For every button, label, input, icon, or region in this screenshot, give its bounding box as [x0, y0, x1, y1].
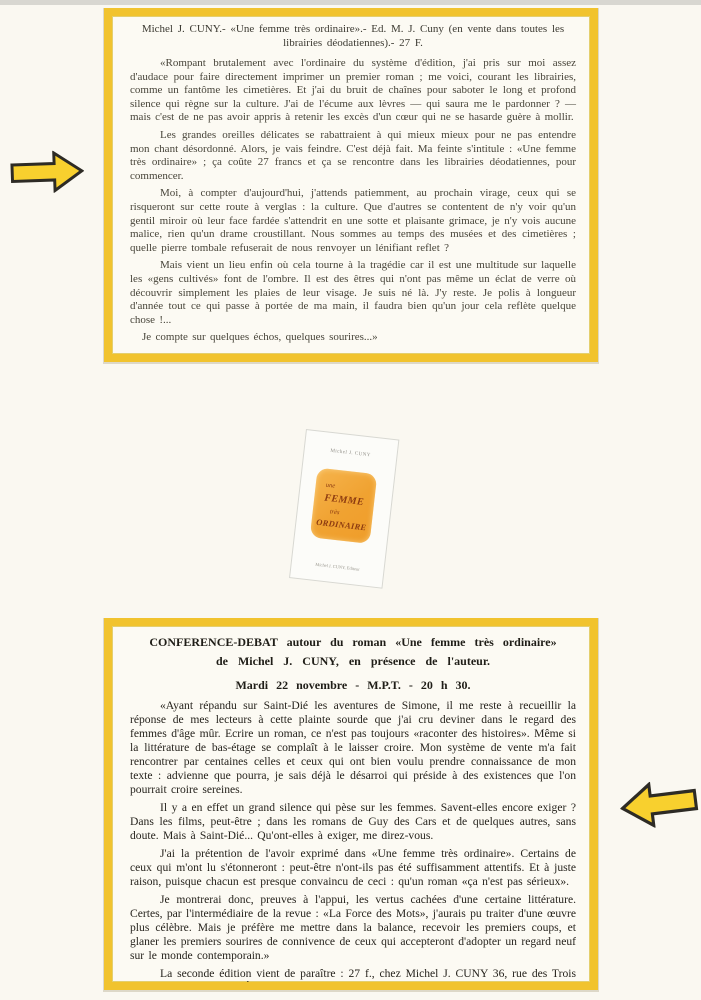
clipping-header: Michel J. CUNY.- «Une femme très ordinaire».- Ed. M. J. Cuny (en vente dans toutes les librairies déodatiennes).- 27 F. [141, 23, 565, 49]
book-cover [289, 429, 399, 589]
book-title-word: ORDINAIRE [315, 516, 368, 533]
book-title-word: très [329, 508, 340, 517]
conference-header-line2: de Michel J. CUNY, en présence de l'auteur. [215, 654, 491, 668]
arrow-right-icon [9, 150, 84, 195]
conference-paragraph: Je montrerai donc, preuves à l'appui, les vertus cachées d'une certaine littérature. Certes, par l'intermédiaire de la revue : «La Force des Mots», j'aurais pu traiter d'une œuvre plus célèbre. Mais je préfère me mettre dans la balance, recevoir les premiers coups, et glaner les premiers sourires de connivence de ceux qui accepteront d'adopter un regard neuf sur le monde contemporain.» [130, 893, 576, 962]
press-clipping-conference [104, 618, 598, 990]
press-clipping-review [104, 8, 598, 362]
review-paragraph: Moi, à compter d'aujourd'hui, j'attends patiemment, au prochain virage, ceux qui se risqueront sur cette route à verglas : la culture. Que d'autres se contentent de n'y voir qu'un gentil miroir où leur face fardée s'attendrit en une sotte et plaisante grimace, je n'y vois aucune malice, rien qu'un drame croustillant. Nous sommes au temps des musées et des cimetières ; quelle pierre tombale refuserait de nous renvoyer un lénifiant reflet ? [130, 187, 576, 254]
review-paragraph: Je compte sur quelques échos, quelques sourires...» [142, 331, 378, 344]
book-cover-title-panel [310, 468, 378, 544]
arrow-left-icon [617, 776, 700, 831]
conference-paragraph: J'ai la prétention de l'avoir exprimé dans «Une femme très ordinaire». Certains de ceux qui m'ont lu s'étonneront : peut-être n'ont-ils pas été suffisamment attentifs. Et à juste raison, puisque chacun est presque convaincu de ceci : qu'un roman «ça n'est pas sérieux». [130, 847, 576, 888]
conference-paragraph: Il y a en effet un grand silence qui pèse sur les femmes. Savent-elles encore exiger ? Dans les films, peut-être ; dans les romans de Guy des Cars et de quelques autres, sans doute. Mais à Saint-Dié... Qu'ont-elles à exiger, me direz-vous. [130, 801, 576, 842]
review-paragraph: Les grandes oreilles délicates se rabattraient à qui mieux mieux pour ne pas entendre mon chant désordonné. Alors, je vais feindre. C'est déjà fait. Ma feinte s'intitule : «Une femme très ordinaire» ; ça coûte 27 francs et ça se rencontre dans les librairies déodatiennes, pour commencer. [130, 128, 576, 182]
conference-schedule: Mardi 22 novembre - M.P.T. - 20 h 30. [235, 678, 471, 692]
book-cover-author: Michel J. CUNY [330, 448, 372, 459]
review-paragraph: «Rompant brutalement avec l'ordinaire du système d'édition, j'ai pris sur moi assez d'audace pour faire directement imprimer un premier roman ; me voici, courant les librairies, comme un fantôme les cimetières. Et j'ai du bruit de chaînes pour saboter le long et profond silence qui règne sur la culture. J'ai de l'écume aux lèvres — qui saura me le pardonner ? — mais c'est de ne pas avoir appris à retenir les excès d'un cœur qui ne se hasarde guère à mollir. [130, 57, 576, 124]
conference-paragraph: «Ayant répandu sur Saint-Dié les aventures de Simone, il me reste à recueillir la réponse de mes lecteurs à cette plainte sourde que j'ai cru deviner dans le regard des femmes d'âge mûr. Ecrire un roman, ce n'est pas toujours «raconter des histoires». Même si la littérature de bas-étage se complaît à le laisser croire. Mon système de vente m'a fait rencontrer par centaines celles et ceux qui ont bien voulu prendre connaissance de mon texte : advienne que pourra, je sais déjà le désarroi qui préside à des existences que l'on pourrait croire sereines. [130, 699, 576, 796]
scan-edge [0, 0, 701, 5]
book-title-word: FEMME [323, 492, 365, 508]
book-cover-publisher: Michel J. CUNY, Editeur [315, 562, 360, 573]
book-title-word: une [325, 481, 336, 490]
conference-header-line1: CONFERENCE-DEBAT autour du roman «Une femme très ordinaire» [149, 635, 557, 649]
review-paragraph: Mais vient un lieu enfin où cela tourne à la tragédie car il est une multitude sur laquelle les «gens cultivés» font de l'ombre. Il est des êtres qui n'ont pas même un éclat de verre où découvrir simplement les plaies de leur visage. Je suis né là. J'y reste. Je polis à longueur d'année tout ce qui passe à portée de ma main, il faudra bien qu'un jour cela reflète quelque chose !... [130, 259, 576, 326]
conference-paragraph: La seconde édition vient de paraître : 27 f., chez Michel J. CUNY 36, rue des Trois Villes 88101 SAINT-DIÉ. [130, 967, 576, 990]
